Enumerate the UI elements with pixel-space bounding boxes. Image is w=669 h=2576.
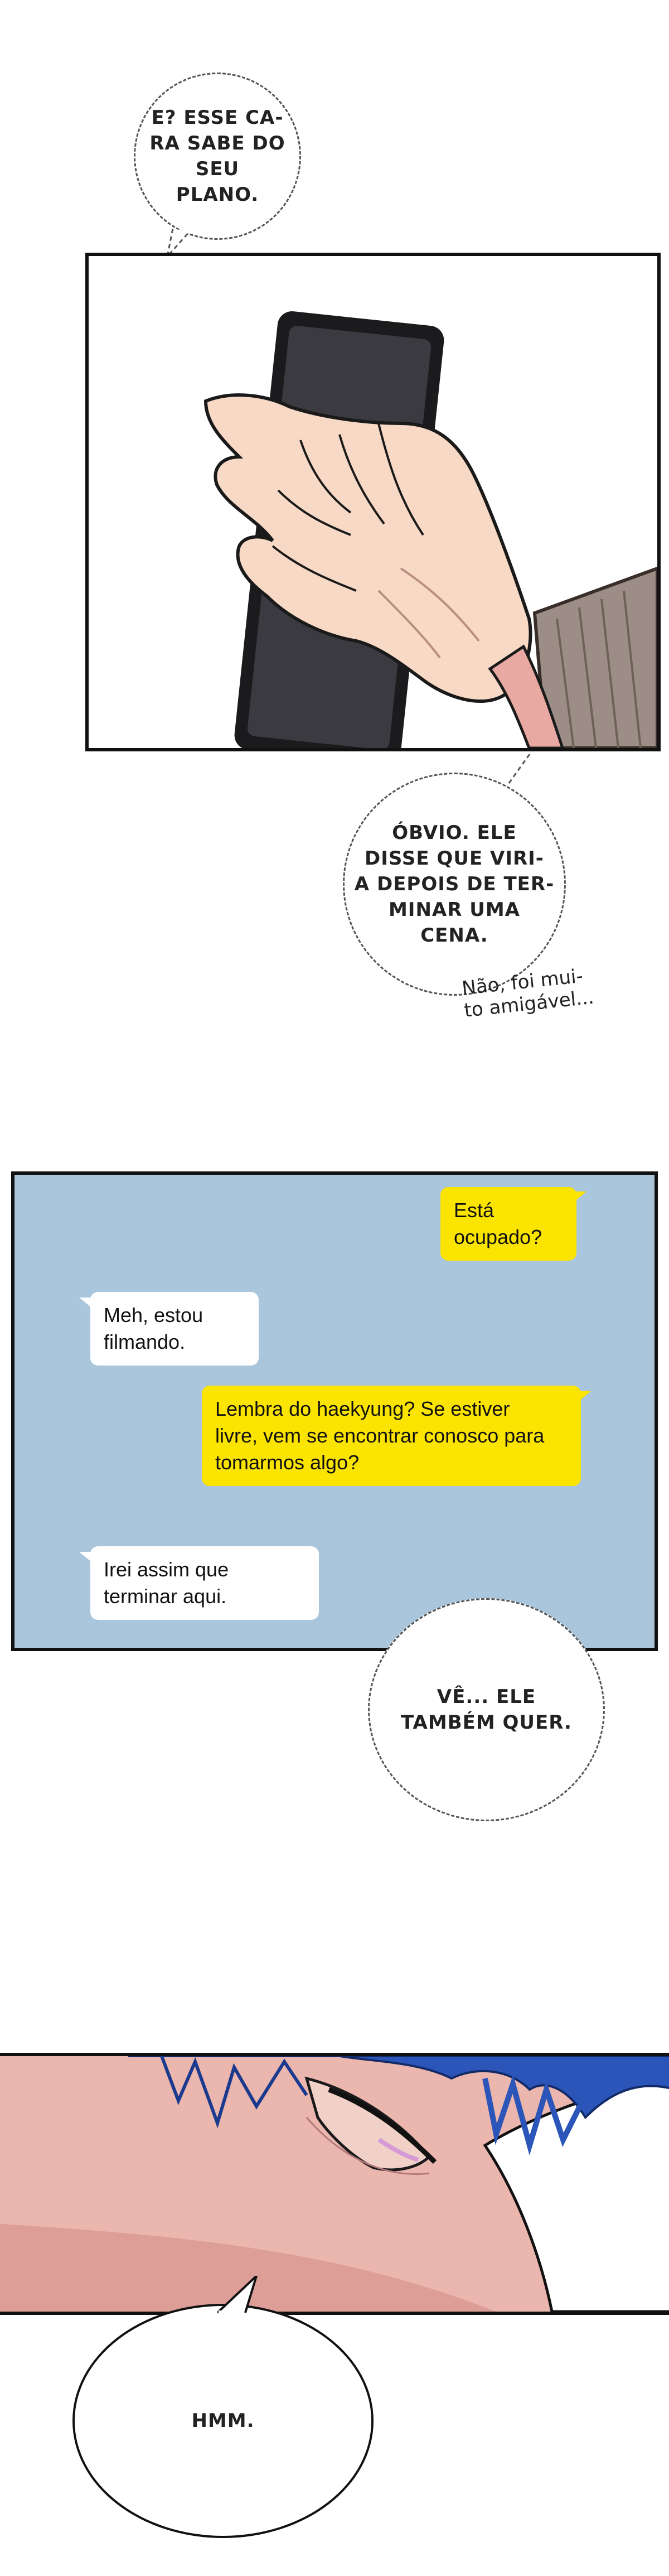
chat-message-1-tail xyxy=(574,1191,586,1202)
chat-message-3: Lembra do haekyung? Se estiver livre, vem se encontrar conosco para tomarmos algo? xyxy=(202,1386,581,1486)
chat-message-4-tail xyxy=(79,1552,91,1562)
thought-bubble-2 xyxy=(343,773,566,996)
chat-message-2-tail xyxy=(79,1297,91,1308)
thought-bubble-1 xyxy=(134,73,301,240)
chat-message-2: Meh, estou filmando. xyxy=(90,1292,259,1366)
chat-message-1: Está ocupado? xyxy=(440,1187,576,1261)
panel-hand-phone xyxy=(85,253,661,751)
bubble-4-text: HMM. xyxy=(191,2410,255,2432)
bubble-3-text: VÊ... ELE TAMBÉM QUER. xyxy=(401,1686,572,1734)
thought-bubble-3 xyxy=(368,1598,605,1821)
speech-bubble-hmm xyxy=(72,2304,374,2538)
chat-panel xyxy=(11,1171,658,1651)
face-illustration xyxy=(0,2056,669,2312)
hand-phone-illustration xyxy=(89,256,657,748)
speech-bubble-hmm-tail xyxy=(217,2276,262,2315)
chat-message-3-tail xyxy=(579,1391,591,1401)
bubble-2-text: ÓBVIO. ELE DISSE QUE VIRI- A DEPOIS DE TER- MINAR UMA CENA. xyxy=(354,822,555,947)
bubble-2-side-note: Não, foi mui- to amigável... xyxy=(460,964,595,1022)
chat-message-4: Irei assim que terminar aqui. xyxy=(90,1546,319,1620)
bubble-1-text: E? ESSE CA- RA SABE DO SEU PLANO. xyxy=(149,107,285,206)
panel-face-closeup xyxy=(0,2053,669,2315)
